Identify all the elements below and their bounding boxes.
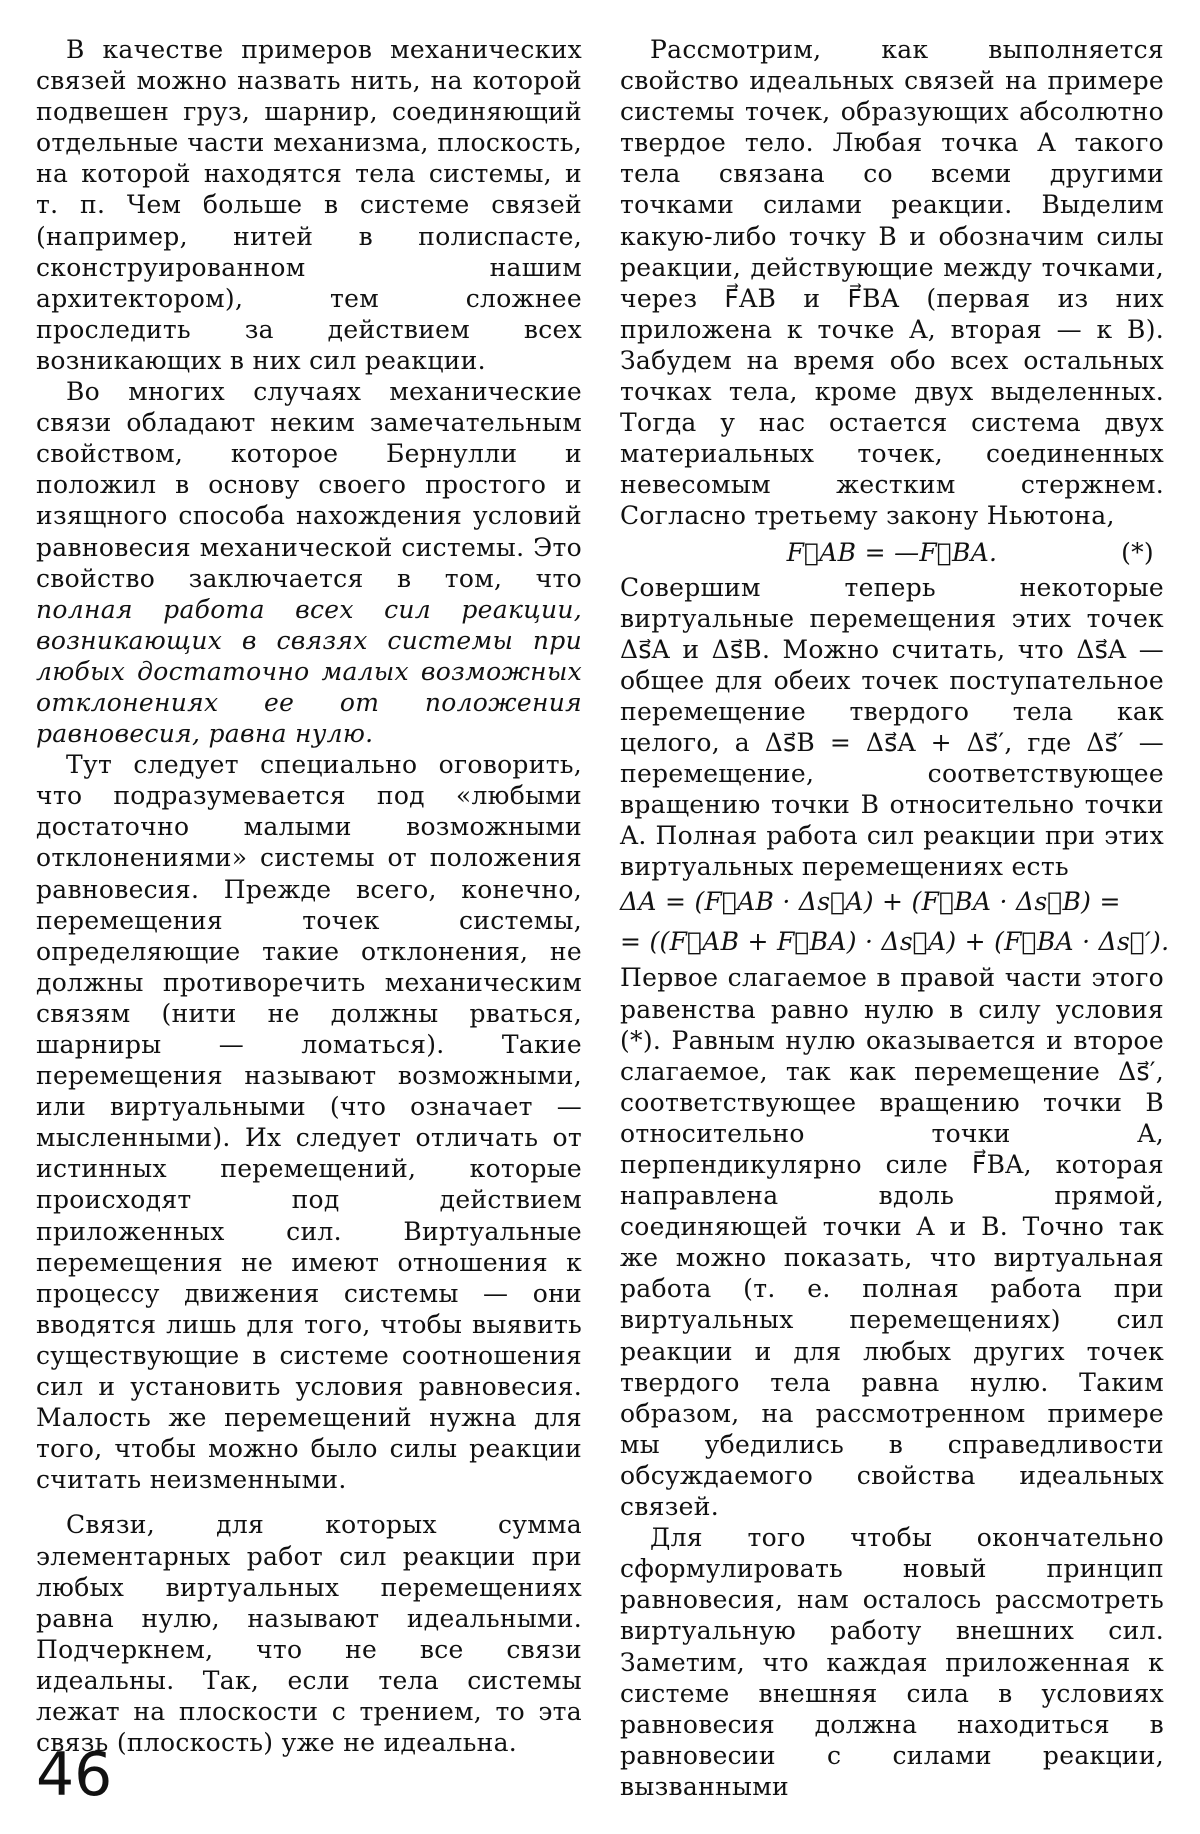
right-paragraph-3: Первое слагаемое в правой части этого равенства равно нулю в силу условия (*). Равным нулю оказывается и второе слагаемое, так как перемещение Δs⃗′, соответствующее вращению точки B относительно точки A, перпендикулярно силе F⃗BA, которая направлена вдоль прямой, соединяющей точки A и B. Точно так же можно показать, что виртуальная работа (т. е. полная работа при виртуальных перемещениях) сил реакции и для любых других точек твердого тела равна нулю. Таким образом, на рассмотренном примере мы убедились в справедливости обсуждаемого свойства идеальных связей. — [620, 963, 1164, 1522]
left-paragraph-3: Тут следует специально оговорить, что подразумевается под «любыми достаточно малыми возможными отклонениями» системы от положения равновесия. Прежде всего, конечно, перемещения точек системы, определяющие такие отклонения, не должны противоречить механическим связям (нити не должны рваться, шарниры — ломаться). Такие перемещения называют возможными, или виртуальными (что означает — мысленными). Их следует отличать от истинных перемещений, которые происходят под действием приложенных сил. Виртуальные перемещения не имеют отношения к процессу движения системы — они вводятся лишь для того, чтобы выявить существующие в системе соотношения сил и установить условия равновесия. Малость же перемещений нужна для того, чтобы можно было силы реакции считать неизменными. — [36, 750, 582, 1495]
equation-newton-third-law — [620, 536, 1164, 570]
left-column — [36, 34, 582, 1758]
equation-newton-third-law-body: F⃗AB = —F⃗BA. — [786, 537, 998, 567]
equation-work-line-1: ΔA = (F⃗AB · Δs⃗A) + (F⃗BA · Δs⃗B) = — [620, 887, 1121, 917]
equation-number: (*) — [1121, 537, 1154, 567]
right-paragraph-1: Рассмотрим, как выполняется свойство идеальных связей на примере системы точек, образующих абсолютно твердое тело. Любая точка A такого тела связана со всеми другими точками силами реакции. Выделим какую-либо точку B и обозначим силы реакции, действующие между точками, через F⃗AB и F⃗BA (первая из них приложена к точке A, вторая — к B). Забудем на время обо всех остальных точках тела, кроме двух выделенных. Тогда у нас остается система двух материальных точек, соединенных невесомым жестким стержнем. Согласно третьему закону Ньютона, — [620, 35, 1164, 531]
right-paragraph-4: Для того чтобы окончательно сформулировать новый принцип равновесия, нам осталось рассмотреть виртуальную работу внешних сил. Заметим, что каждая приложенная к системе внешняя сила в условиях равновесия должна находиться в равновесии с силами реакции, вызванными — [620, 1523, 1164, 1801]
left-paragraph-2-text: Во многих случаях механические связи обладают неким замечательным свойством, которое Бернулли и положил в основу своего простого и изящного способа нахождения условий равновесия механической системы. Это свойство заключается в том, что — [36, 377, 582, 593]
equation-work-line-2: = ((F⃗AB + F⃗BA) · Δs⃗A) + (F⃗BA · Δs⃗′). — [620, 927, 1170, 957]
left-paragraph-4: Связи, для которых сумма элементарных работ сил реакции при любых виртуальных перемещениях равна нулю, называют идеальными. Подчеркнем, что не все связи идеальны. Так, если тела системы лежат на плоскости с трением, то эта связь (плоскость) уже не идеальна. — [36, 1510, 582, 1758]
left-paragraph-2-italic: полная работа всех сил реакции, возникающих в связях системы при любых достаточно малых возможных отклонениях ее от положения равновесия, равна нулю. — [36, 594, 582, 749]
page-number: 46 — [36, 1740, 113, 1810]
left-paragraph-2 — [36, 376, 582, 749]
left-paragraph-1: В качестве примеров механических связей можно назвать нить, на которой подвешен груз, шарнир, соединяющий отдельные части механизма, плоскость, на которой находятся тела системы, и т. п. Чем больше в системе связей (например, нитей в полиспасте, сконструированном нашим архитектором), тем сложнее проследить за действием всех возникающих в них сил реакции. — [36, 35, 582, 375]
right-column — [620, 34, 1170, 1802]
right-paragraph-2: Совершим теперь некоторые виртуальные перемещения этих точек Δs⃗A и Δs⃗B. Можно считать, что Δs⃗A — общее для обеих точек поступательное перемещение твердого тела как целого, а Δs⃗B = Δs⃗A + Δs⃗′, где Δs⃗′ — перемещение, соответствующее вращению точки B относительно точки A. Полная работа сил реакции при этих виртуальных перемещениях есть — [620, 572, 1164, 882]
